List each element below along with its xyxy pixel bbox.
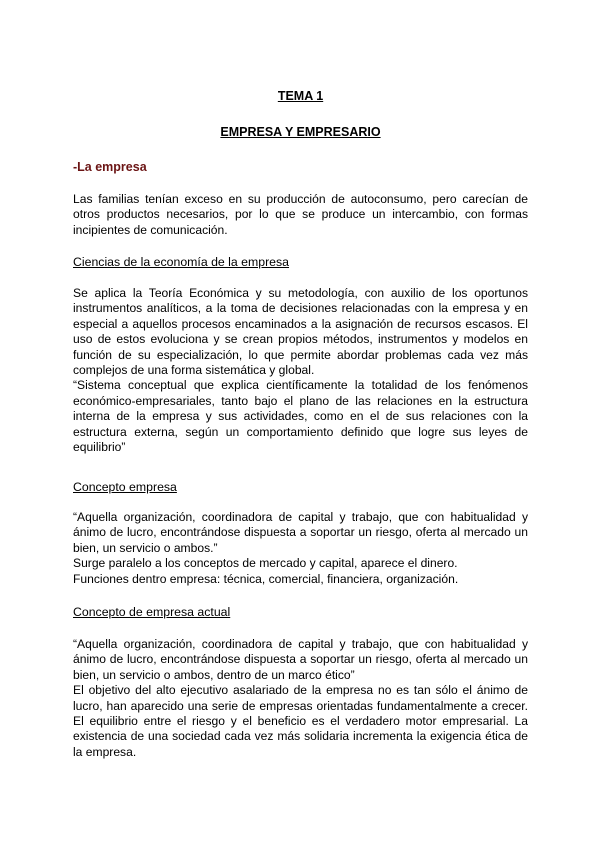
concepto-actual-paragraph: El objetivo del alto ejecutivo asalariado de la empresa no es tan sólo el ánimo de lucro, han aparecido una serie de empresas orientadas fundamentalmente a crecer. El equilibrio entre el riesgo y el beneficio es el verdadero motor empresarial. La existencia de una sociedad cada vez más solidaria incrementa la exigencia ética de la empresa. — [73, 683, 528, 759]
ciencias-quote: “Sistema conceptual que explica científicamente la totalidad de los fenómenos económico-empresariales, tanto bajo el plano de las relaciones en la estructura interna de la empresa y sus actividades, como en el de sus relaciones con la estructura externa, según un comportamiento definido que logre sus leyes de equilibrio” — [73, 378, 528, 455]
ciencias-section — [73, 286, 528, 455]
intro-paragraph — [73, 192, 528, 238]
section-heading-la-empresa: -La empresa — [73, 160, 147, 174]
concepto-quote: “Aquella organización, coordinadora de capital y trabajo, que con habitualidad y ánimo de lucro, encontrándose dispuesta a soportar un riesgo, oferta al mercado un bien, un servicio o ambos.” — [73, 510, 528, 555]
concepto-actual-quote: “Aquella organización, coordinadora de capital y trabajo, que con habitualidad y ánimo de lucro, encontrándose dispuesta a soportar un riesgo, oferta al mercado un bien, un servicio o ambos, dentro de un marco ético” — [73, 637, 528, 682]
ciencias-paragraph: Se aplica la Teoría Económica y su metodología, con auxilio de los oportunos instrumentos analíticos, a la toma de decisiones relacionadas con la empresa y en especial a aquellos procesos encaminados a la asignación de recursos escasos. El uso de estos evoluciona y se crean propios métodos, instrumentos y modelos en función de su especialización, lo que permite abordar problemas cada vez más complejos de una forma sistemática y global. — [73, 286, 528, 378]
concepto-actual-section — [73, 637, 528, 760]
subheading-concepto-actual: Concepto de empresa actual — [73, 605, 231, 619]
document-title: TEMA 1 — [277, 89, 324, 103]
concepto-section — [73, 510, 528, 587]
concepto-line-dinero: Surge paralelo a los conceptos de mercado y capital, aparece el dinero. — [73, 556, 458, 571]
document-subtitle: EMPRESA Y EMPRESARIO — [220, 125, 381, 139]
subheading-concepto-empresa: Concepto empresa — [73, 480, 177, 494]
intro-paragraph-text: Las familias tenían exceso en su producción de autoconsumo, pero carecían de otros productos necesarios, por lo que se produce un intercambio, con formas incipientes de comunicación. — [73, 192, 528, 237]
subheading-ciencias: Ciencias de la economía de la empresa — [73, 255, 290, 269]
concepto-line-funciones: Funciones dentro empresa: técnica, comercial, financiera, organización. — [73, 571, 459, 586]
